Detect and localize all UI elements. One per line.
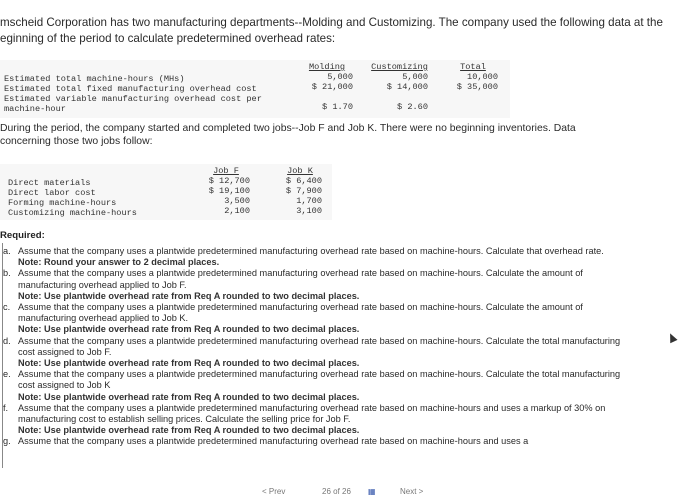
intro-line-2: eginning of the period to calculate predetermined overhead rates:: [0, 32, 336, 45]
table-cell: 1,700: [296, 196, 322, 206]
table-cell: 5,000: [327, 72, 353, 82]
col-header-job-f: Job F: [213, 166, 239, 176]
item-label: b.: [3, 268, 11, 279]
item-note: Note: Use plantwide overhead rate from Req A rounded to two decimal places.: [18, 324, 360, 335]
table-cell: $ 12,700: [208, 176, 250, 186]
row-label: Forming machine-hours: [8, 198, 117, 208]
list-item: [0, 436, 700, 447]
row-label: machine-hour: [4, 104, 66, 114]
item-label: a.: [3, 246, 11, 256]
item-note: Note: Use plantwide overhead rate from Req A rounded to two decimal places.: [18, 290, 360, 301]
grid-icon[interactable]: ▦: [368, 487, 376, 496]
table-cell: $ 1.70: [322, 102, 353, 112]
item-text: Assume that the company uses a plantwide predetermined manufacturing overhead rate based on machine-hours. Calculate that overhead rate.: [18, 246, 604, 256]
item-note: Note: Use plantwide overhead rate from Req A rounded to two decimal places.: [18, 425, 360, 436]
list-item: [0, 336, 700, 370]
prev-button[interactable]: < Prev: [262, 487, 286, 496]
list-item: [0, 302, 700, 336]
item-note: Note: Round your answer to 2 decimal places.: [18, 257, 220, 268]
row-label: Direct labor cost: [8, 188, 96, 198]
table-cell: 5,000: [402, 72, 428, 82]
intro-paragraph: [0, 15, 690, 47]
row-label: Estimated total machine-hours (MHs): [4, 74, 185, 84]
item-text: Assume that the company uses a plantwide predetermined manufacturing overhead rate based on machine-hours and uses a: [18, 436, 529, 447]
row-label: Customizing machine-hours: [8, 208, 137, 218]
required-heading: Required:: [0, 230, 45, 241]
item-text: Assume that the company uses a plantwide predetermined manufacturing overhead rate based on machine-hours and uses a markup of 30% on manufacturing cost to establish selling prices. Calculate the selling price for Job F.: [18, 402, 606, 425]
table-cell: $ 35,000: [456, 82, 498, 92]
item-label: d.: [3, 335, 11, 346]
item-text: Assume that the company uses a plantwide predetermined manufacturing overhead rate based on machine-hours. Calculate the total manufacturing cost assigned to Job K: [18, 369, 621, 391]
list-item: [0, 369, 700, 403]
list-item: [0, 403, 700, 437]
list-item: [0, 268, 700, 302]
row-label: Direct materials: [8, 178, 91, 188]
col-header-total: Total: [460, 62, 486, 72]
jobs-paragraph: [0, 122, 690, 148]
table-cell: $ 21,000: [311, 82, 353, 92]
col-header-customizing: Customizing: [371, 62, 428, 72]
table-cell: 10,000: [467, 72, 498, 82]
item-label: g.: [3, 436, 11, 447]
next-button[interactable]: Next >: [400, 487, 424, 496]
item-note: Note: Use plantwide overhead rate from Req A rounded to two decimal places.: [18, 391, 360, 402]
item-note: Note: Use plantwide overhead rate from Req A rounded to two decimal places.: [18, 358, 360, 369]
table-cell: 2,100: [224, 206, 250, 216]
jobs-line-2: concerning those two jobs follow:: [0, 136, 153, 147]
item-label: f.: [3, 402, 9, 413]
item-label: e.: [3, 369, 11, 380]
table-cell: $ 6,400: [285, 176, 322, 186]
jobs-line-1: During the period, the company started and completed two jobs--Job F and Job K. There were no beginning inventories. Data: [0, 123, 576, 134]
table-cell: 3,500: [224, 196, 250, 206]
list-item: [0, 246, 700, 268]
overhead-data-table: [0, 60, 510, 118]
table-cell: $ 19,100: [208, 186, 250, 196]
item-text: Assume that the company uses a plantwide predetermined manufacturing overhead rate based on machine-hours. Calculate the total manufacturing cost assigned to Job F.: [18, 335, 621, 357]
table-cell: $ 7,900: [285, 186, 322, 196]
required-list: [0, 246, 700, 448]
table-cell: 3,100: [296, 206, 322, 216]
intro-line-1: mscheid Corporation has two manufacturing departments--Molding and Customizing. The company used the following data at the: [0, 16, 663, 29]
col-header-job-k: Job K: [287, 166, 313, 176]
item-text: Assume that the company uses a plantwide predetermined manufacturing overhead rate based on machine-hours. Calculate the amount of manufacturing overhead applied to Job F.: [18, 268, 583, 290]
item-text: Assume that the company uses a plantwide predetermined manufacturing overhead rate based on machine-hours. Calculate the amount of manufacturing overhead applied to Job K.: [18, 302, 583, 324]
row-label: Estimated variable manufacturing overhead cost per: [4, 94, 262, 104]
jobs-data-table: [0, 164, 332, 220]
table-cell: $ 2.60: [397, 102, 428, 112]
item-label: c.: [3, 302, 11, 313]
row-label: Estimated total fixed manufacturing overhead cost: [4, 84, 257, 94]
question-pager: [250, 487, 490, 501]
question-position: 26 of 26: [322, 487, 351, 496]
table-cell: $ 14,000: [386, 82, 428, 92]
col-header-molding: Molding: [308, 62, 346, 72]
